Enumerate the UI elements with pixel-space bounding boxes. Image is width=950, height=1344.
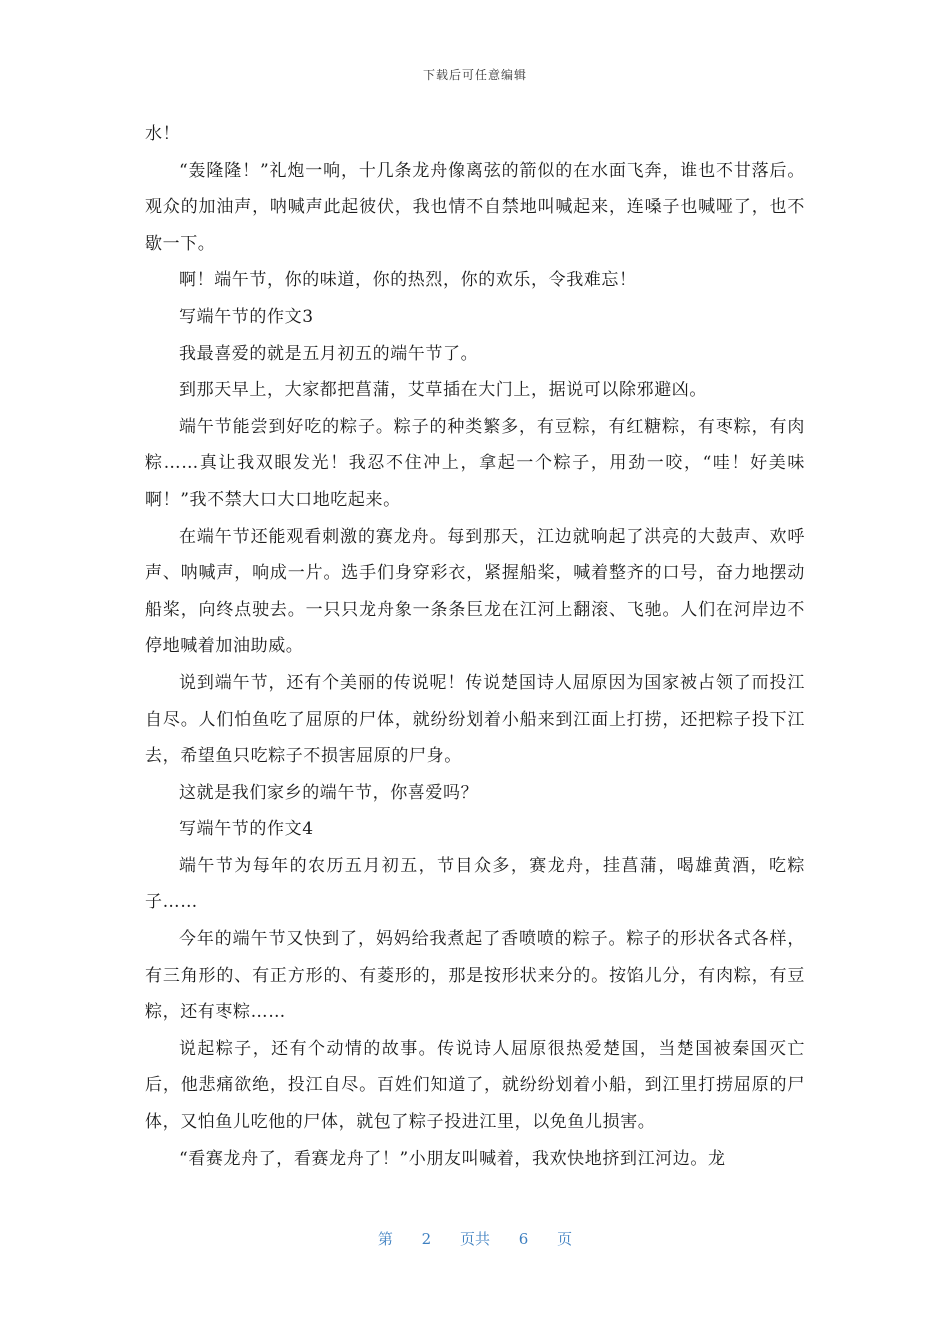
paragraph: 到那天早上，大家都把菖蒲，艾草插在大门上，据说可以除邪避凶。 xyxy=(179,380,707,401)
paragraph: 今年的端午节又快到了，妈妈给我煮起了香喷喷的粽子。粽子的形状各式各样，有三角形的、有正方形的、有菱形的，那是按形状来分的。按馅儿分，有肉粽，有豆粽，还有枣粽…… xyxy=(145,929,805,1023)
paragraph: 端午节为每年的农历五月初五，节目众多，赛龙舟，挂菖蒲，喝雄黄酒，吃粽子…… xyxy=(145,855,805,913)
document-body xyxy=(145,116,805,1177)
page-number-suffix: 页 xyxy=(557,1230,573,1248)
paragraph: 在端午节还能观看刺激的赛龙舟。每到那天，江边就响起了洪亮的大鼓声、欢呼声、呐喊声，响成一片。选手们身穿彩衣，紧握船桨，喊着整齐的口号，奋力地摆动船桨，向终点驶去。一只只龙舟象一条条巨龙在江河上翻滚、飞驰。人们在河岸边不停地喊着加油助威。 xyxy=(145,526,805,657)
paragraph: 啊！端午节，你的味道，你的热烈，你的欢乐，令我难忘！ xyxy=(179,270,637,291)
paragraph: 说起粽子，还有个动情的故事。传说诗人屈原很热爱楚国，当楚国被秦国灭亡后，他悲痛欲绝，投江自尽。百姓们知道了，就纷纷划着小船，到江里打捞屈原的尸体，又怕鱼儿吃他的尸体，就包了粽子投进江里，以免鱼儿损害。 xyxy=(145,1038,805,1133)
paragraph: 端午节能尝到好吃的粽子。粽子的种类繁多，有豆粽，有红糖粽，有枣粽，有肉粽……真让我双眼发光！我忍不住冲上，拿起一个粽子，用劲一咬，“哇！好美味啊！”我不禁大口大口地吃起来。 xyxy=(145,416,805,510)
section-title: 写端午节的作文4 xyxy=(179,819,314,840)
page-number-middle: 页共 xyxy=(459,1230,490,1248)
paragraph: 说到端午节，还有个美丽的传说呢！传说楚国诗人屈原因为国家被占领了而投江自尽。人们怕鱼吃了屈原的尸体，就纷纷划着小船来到江面上打捞，还把粽子投下江去，希望鱼只吃粽子不损害屈原的尸身。 xyxy=(145,672,805,767)
paragraph: 我最喜爱的就是五月初五的端午节了。 xyxy=(179,343,479,364)
page-header: 下载后可任意编辑 xyxy=(422,68,527,82)
total-page-count: 6 xyxy=(518,1230,529,1248)
current-page-number: 2 xyxy=(421,1230,432,1248)
paragraph: 这就是我们家乡的端午节，你喜爱吗？ xyxy=(179,782,479,803)
page-footer xyxy=(0,1228,950,1249)
paragraph: 水！ xyxy=(145,124,181,144)
page-number-prefix: 第 xyxy=(377,1230,393,1248)
section-title: 写端午节的作文3 xyxy=(179,306,314,327)
paragraph: “轰隆隆！”礼炮一响，十几条龙舟像离弦的箭似的在水面飞奔，谁也不甘落后。观众的加油声，呐喊声此起彼伏，我也情不自禁地叫喊起来，连嗓子也喊哑了，也不歇一下。 xyxy=(145,160,805,254)
paragraph: “看赛龙舟了，看赛龙舟了！”小朋友叫喊着，我欢快地挤到江河边。龙 xyxy=(179,1148,726,1169)
